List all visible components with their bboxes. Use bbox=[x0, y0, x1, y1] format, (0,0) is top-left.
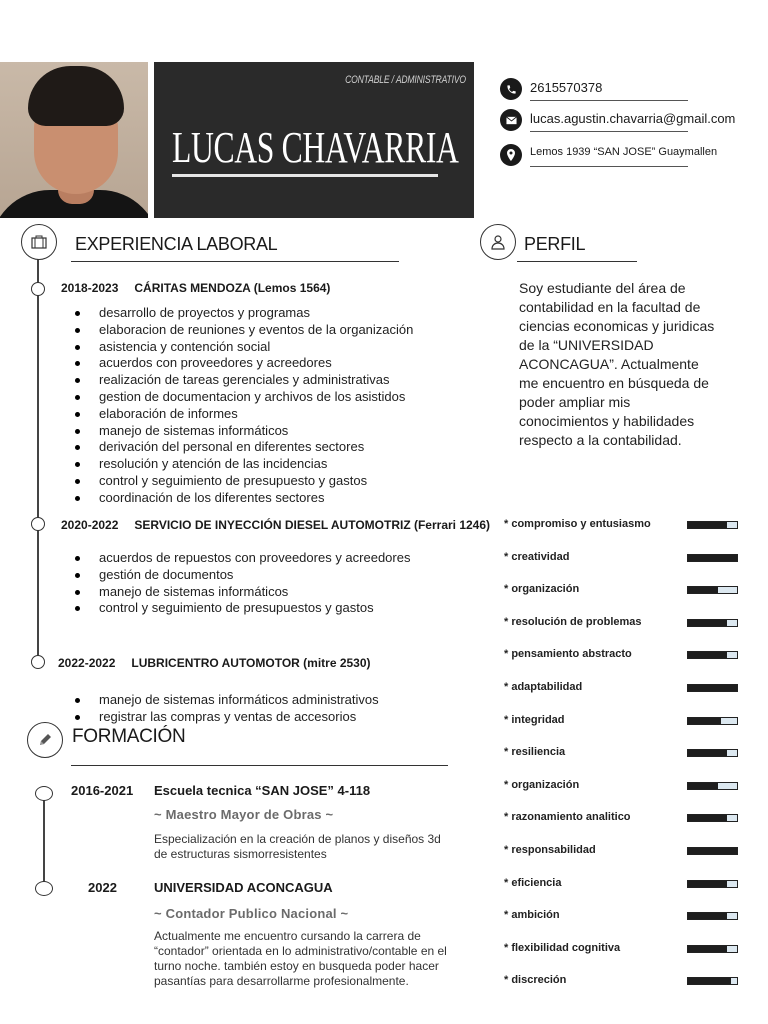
skill-label: * creatividad bbox=[504, 550, 570, 563]
skill-label: * pensamiento abstracto bbox=[504, 648, 632, 661]
skill-level-fill bbox=[688, 620, 727, 626]
description-line: “contador” orientada en lo administrativo/contable en el bbox=[154, 944, 447, 958]
profile-text: Soy estudiante del área de contabilidad en la facultad de ciencias economicas y juridicas de la “UNIVERSIDAD ACONCAGUA”. Actualmente me encuentro en búsqueda de poder ampliar mis conocimientos y habilidades respecto a la contabilidad. bbox=[519, 280, 715, 448]
skill-level-fill bbox=[688, 522, 727, 528]
education-degree: ~ Maestro Mayor de Obras ~ bbox=[154, 807, 334, 822]
job-duties-list bbox=[70, 305, 413, 507]
skill-level-bar bbox=[687, 749, 738, 757]
education-year: 2016-2021 bbox=[71, 783, 134, 798]
experience-rule bbox=[71, 261, 399, 262]
skill-level-bar bbox=[687, 651, 738, 659]
skill-level-bar bbox=[687, 782, 738, 790]
job-years: 2022-2022 bbox=[58, 656, 116, 670]
list-item: derivación del personal en diferentes sectores bbox=[70, 439, 413, 456]
list-item: gestión de documentos bbox=[70, 567, 410, 584]
list-item: manejo de sistemas informáticos bbox=[70, 584, 410, 601]
skill-item bbox=[504, 616, 744, 632]
skill-item bbox=[504, 811, 744, 827]
skill-level-bar bbox=[687, 717, 738, 725]
job-header bbox=[61, 518, 490, 532]
description-line: de estructuras sismorresistentes bbox=[154, 847, 327, 861]
email-underline bbox=[530, 131, 688, 132]
timeline-dot bbox=[35, 786, 53, 801]
list-item: control y seguimiento de presupuesto y gastos bbox=[70, 473, 413, 490]
full-name: LUCAS CHAVARRIA bbox=[172, 123, 459, 172]
list-item: coordinación de los diferentes sectores bbox=[70, 490, 413, 507]
skill-label: * compromiso y entusiasmo bbox=[504, 518, 651, 530]
phone-underline bbox=[530, 100, 688, 101]
skill-level-fill bbox=[688, 978, 731, 984]
pencil-icon bbox=[27, 722, 63, 758]
skill-item bbox=[504, 648, 744, 664]
skill-item bbox=[504, 942, 744, 958]
profile-title: PERFIL bbox=[524, 234, 586, 254]
education-degree: ~ Contador Publico Nacional ~ bbox=[154, 906, 349, 921]
address: Lemos 1939 “SAN JOSE” Guaymallen bbox=[530, 146, 718, 158]
skill-item bbox=[504, 909, 744, 925]
job-duties-list bbox=[70, 550, 410, 617]
address-underline bbox=[530, 166, 688, 167]
skill-label: * flexibilidad cognitiva bbox=[504, 941, 621, 954]
skill-item bbox=[504, 974, 744, 990]
job-header bbox=[61, 281, 330, 295]
description-line: Actualmente me encuentro cursando la carrera de bbox=[154, 929, 421, 943]
job-company: CÁRITAS MENDOZA (Lemos 1564) bbox=[134, 281, 331, 295]
skill-level-fill bbox=[688, 555, 737, 561]
education-title: FORMACIÓN bbox=[72, 726, 186, 747]
experience-title: EXPERIENCIA LABORAL bbox=[75, 234, 278, 254]
skill-level-fill bbox=[688, 913, 727, 919]
skill-label: * eficiencia bbox=[504, 876, 562, 889]
job-years: 2018-2023 bbox=[61, 281, 119, 295]
skill-level-fill bbox=[688, 685, 737, 691]
list-item: gestion de documentacion y archivos de los asistidos bbox=[70, 389, 413, 406]
mail-icon bbox=[500, 109, 522, 131]
job-company: LUBRICENTRO AUTOMOTOR (mitre 2530) bbox=[131, 656, 371, 670]
phone-number: 2615570378 bbox=[530, 80, 603, 95]
description-line: turno noche. también estoy en busqueda poder hacer bbox=[154, 959, 439, 973]
name-banner bbox=[154, 62, 474, 218]
skill-label: * resolución de problemas bbox=[504, 615, 642, 628]
skill-level-fill bbox=[688, 946, 727, 952]
skill-level-fill bbox=[688, 783, 718, 789]
skill-level-bar bbox=[687, 847, 738, 855]
location-pin-icon bbox=[500, 144, 522, 166]
timeline-dot bbox=[31, 655, 45, 669]
briefcase-icon bbox=[21, 224, 57, 260]
timeline-dot bbox=[31, 282, 45, 296]
skill-item bbox=[504, 681, 744, 697]
skill-level-fill bbox=[688, 718, 721, 724]
job-years: 2020-2022 bbox=[61, 518, 119, 532]
job-duties-list bbox=[70, 692, 379, 726]
skill-label: * organización bbox=[504, 583, 580, 596]
job-role: CONTABLE / ADMINISTRATIVO bbox=[345, 74, 466, 86]
email-address: lucas.agustin.chavarria@gmail.com bbox=[530, 111, 736, 126]
skill-item bbox=[504, 877, 744, 893]
list-item: manejo de sistemas informáticos bbox=[70, 423, 413, 440]
experience-timeline bbox=[37, 255, 39, 665]
phone-icon bbox=[500, 78, 522, 100]
skill-level-bar bbox=[687, 554, 738, 562]
list-item: acuerdos de repuestos con proveedores y acreedores bbox=[70, 550, 410, 567]
timeline-dot bbox=[35, 881, 53, 896]
skill-level-bar bbox=[687, 814, 738, 822]
skill-item bbox=[504, 746, 744, 762]
education-school: UNIVERSIDAD ACONCAGUA bbox=[154, 880, 333, 895]
skill-level-bar bbox=[687, 945, 738, 953]
profile-photo bbox=[0, 62, 148, 218]
skill-label: * organización bbox=[504, 778, 580, 791]
skill-level-bar bbox=[687, 521, 738, 529]
skill-label: * resiliencia bbox=[504, 746, 566, 759]
skill-level-bar bbox=[687, 619, 738, 627]
list-item: control y seguimiento de presupuestos y gastos bbox=[70, 600, 410, 617]
skill-item bbox=[504, 779, 744, 795]
skill-item bbox=[504, 551, 744, 567]
skill-level-fill bbox=[688, 881, 727, 887]
education-year: 2022 bbox=[88, 880, 117, 895]
list-item: acuerdos con proveedores y acreedores bbox=[70, 355, 413, 372]
skill-item bbox=[504, 714, 744, 730]
list-item: desarrollo de proyectos y programas bbox=[70, 305, 413, 322]
job-header bbox=[58, 656, 371, 670]
skill-item bbox=[504, 518, 744, 534]
education-rule bbox=[71, 765, 448, 766]
skill-label: * razonamiento analitico bbox=[504, 811, 631, 824]
education-description bbox=[154, 929, 447, 989]
skill-label: * adaptabilidad bbox=[504, 681, 583, 693]
skill-label: * discreción bbox=[504, 974, 567, 987]
description-line: pasantías para desarrollarme profesionalmente. bbox=[154, 974, 409, 988]
skill-level-fill bbox=[688, 848, 737, 854]
user-icon bbox=[480, 224, 516, 260]
timeline-dot bbox=[31, 517, 45, 531]
description-line: Especialización en la creación de planos y diseños 3d bbox=[154, 832, 441, 846]
skill-label: * integridad bbox=[504, 713, 565, 726]
skill-label: * responsabilidad bbox=[504, 844, 596, 856]
skill-level-fill bbox=[688, 750, 727, 756]
profile-rule bbox=[517, 261, 637, 262]
education-description bbox=[154, 832, 441, 862]
skill-level-fill bbox=[688, 652, 727, 658]
skill-item bbox=[504, 844, 744, 860]
list-item: registrar las compras y ventas de accesorios bbox=[70, 709, 379, 726]
list-item: realización de tareas gerenciales y administrativas bbox=[70, 372, 413, 389]
list-item: elaboracion de reuniones y eventos de la organización bbox=[70, 322, 413, 339]
skill-level-fill bbox=[688, 587, 718, 593]
skill-level-fill bbox=[688, 815, 727, 821]
list-item: elaboración de informes bbox=[70, 406, 413, 423]
skill-level-bar bbox=[687, 880, 738, 888]
skill-level-bar bbox=[687, 684, 738, 692]
list-item: asistencia y contención social bbox=[70, 339, 413, 356]
skill-item bbox=[504, 583, 744, 599]
skill-level-bar bbox=[687, 912, 738, 920]
list-item: manejo de sistemas informáticos administrativos bbox=[70, 692, 379, 709]
list-item: resolución y atención de las incidencias bbox=[70, 456, 413, 473]
name-underline bbox=[172, 174, 438, 177]
skill-level-bar bbox=[687, 586, 738, 594]
skill-label: * ambición bbox=[504, 909, 560, 922]
job-company: SERVICIO DE INYECCIÓN DIESEL AUTOMOTRIZ (Ferrari 1246) bbox=[134, 518, 491, 532]
skill-level-bar bbox=[687, 977, 738, 985]
education-timeline bbox=[43, 797, 45, 887]
education-school: Escuela tecnica “SAN JOSE” 4-118 bbox=[154, 783, 371, 798]
